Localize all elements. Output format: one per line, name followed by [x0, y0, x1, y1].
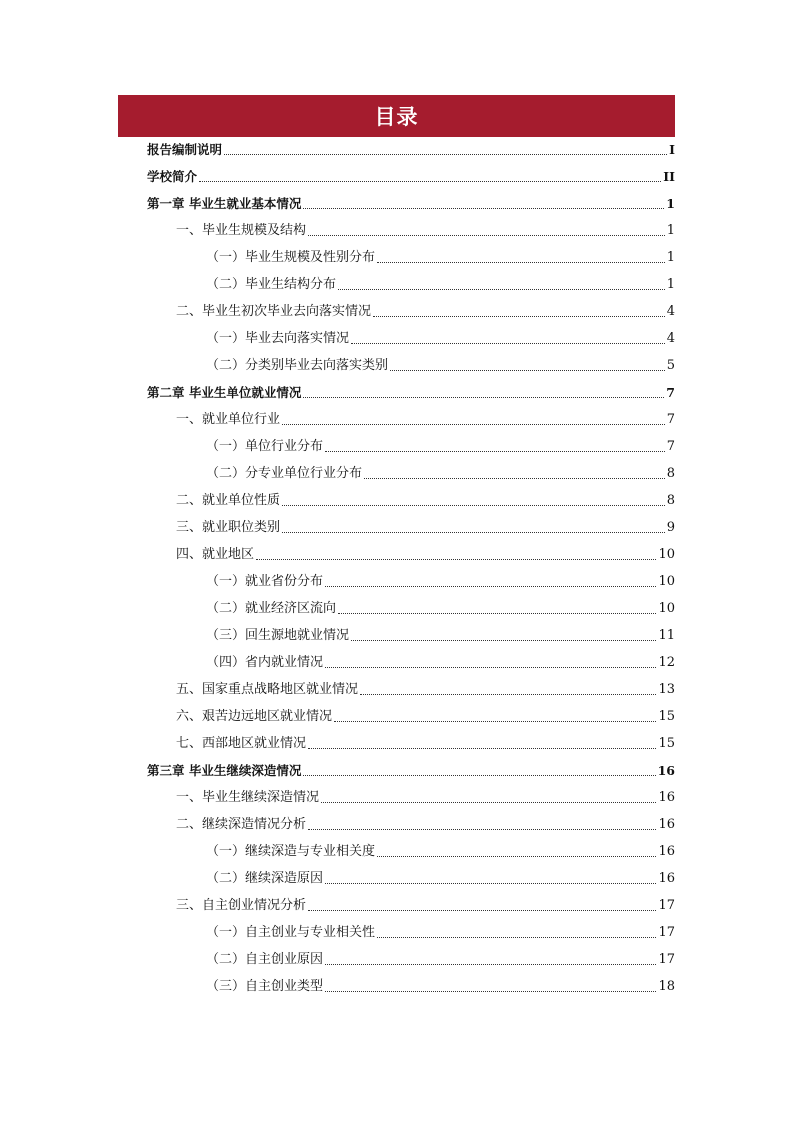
toc-entry-label: （三）自主创业类型	[206, 979, 324, 994]
toc-entry-page: 7	[666, 439, 675, 454]
toc-leader-dots	[360, 693, 656, 695]
toc-entry[interactable]	[206, 246, 675, 266]
toc-entry[interactable]	[176, 543, 675, 563]
toc-entry[interactable]	[147, 138, 675, 158]
toc-entry[interactable]	[176, 813, 675, 833]
toc-leader-dots	[364, 477, 665, 479]
toc-entry[interactable]	[176, 489, 675, 509]
toc-entry[interactable]	[206, 624, 675, 644]
toc-entry[interactable]	[206, 948, 675, 968]
toc-entry[interactable]	[206, 462, 675, 482]
toc-entry-page: 8	[666, 466, 675, 481]
toc-leader-dots	[373, 315, 665, 317]
toc-entry-page: 17	[658, 925, 675, 940]
toc-entry-label: （一）继续深造与专业相关度	[206, 844, 376, 859]
toc-leader-dots	[325, 666, 656, 668]
toc-leader-dots	[282, 531, 665, 533]
toc-leader-dots	[308, 747, 656, 749]
toc-entry-page: I	[669, 142, 675, 157]
toc-entry[interactable]	[147, 192, 675, 212]
toc-leader-dots	[325, 882, 656, 884]
toc-entry-page: 8	[666, 493, 675, 508]
toc-entry-label: （二）分类别毕业去向落实类别	[206, 358, 389, 373]
toc-entry-page: 5	[666, 358, 675, 373]
toc-entry[interactable]	[147, 759, 675, 779]
toc-entry[interactable]	[176, 678, 675, 698]
toc-entry-page: 16	[658, 871, 675, 886]
toc-leader-dots	[282, 504, 665, 506]
toc-entry[interactable]	[206, 651, 675, 671]
toc-leader-dots	[303, 774, 655, 776]
toc-entry-page: 16	[658, 817, 675, 832]
toc-entry[interactable]	[176, 732, 675, 752]
toc-entry[interactable]	[206, 273, 675, 293]
toc-entry[interactable]	[206, 975, 675, 995]
toc-leader-dots	[308, 909, 656, 911]
toc-entry[interactable]	[176, 300, 675, 320]
toc-entry-label: （一）毕业去向落实情况	[206, 331, 350, 346]
toc-entry[interactable]	[206, 840, 675, 860]
toc-entry[interactable]	[176, 786, 675, 806]
toc-leader-dots	[377, 855, 656, 857]
toc-entry-page: 11	[658, 628, 675, 643]
toc-entry[interactable]	[176, 219, 675, 239]
toc-entry[interactable]	[206, 597, 675, 617]
toc-entry[interactable]	[176, 894, 675, 914]
toc-leader-dots	[390, 369, 665, 371]
toc-entry-page: II	[663, 169, 675, 184]
toc-entry-page: 1	[666, 223, 675, 238]
toc-entry-page: 4	[666, 304, 675, 319]
toc-entry-label: 二、毕业生初次毕业去向落实情况	[176, 304, 372, 319]
toc-entry-label: 三、自主创业情况分析	[176, 898, 307, 913]
toc-leader-dots	[303, 207, 664, 209]
toc-entry-label: （一）自主创业与专业相关性	[206, 925, 376, 940]
toc-entry-label: 一、毕业生继续深造情况	[176, 790, 320, 805]
toc-leader-dots	[325, 963, 656, 965]
toc-entry-label: 二、继续深造情况分析	[176, 817, 307, 832]
toc-leader-dots	[325, 450, 665, 452]
toc-entry-page: 1	[666, 277, 675, 292]
toc-entry-page: 17	[658, 952, 675, 967]
toc-leader-dots	[303, 396, 664, 398]
toc-entry-label: 六、艰苦边远地区就业情况	[176, 709, 333, 724]
toc-entry-label: （四）省内就业情况	[206, 655, 324, 670]
toc-entry-page: 12	[658, 655, 675, 670]
toc-entry[interactable]	[206, 921, 675, 941]
toc-leader-dots	[351, 639, 656, 641]
toc-entry-label: （二）就业经济区流向	[206, 601, 337, 616]
toc-entry-label: 四、就业地区	[176, 547, 255, 562]
toc-entry-label: 第二章 毕业生单位就业情况	[147, 385, 302, 400]
toc-entry-label: 三、就业职位类别	[176, 520, 281, 535]
toc-entry-page: 16	[658, 844, 675, 859]
toc-leader-dots	[325, 990, 656, 992]
toc-entry-page: 7	[666, 412, 675, 427]
toc-entry[interactable]	[206, 867, 675, 887]
toc-entry-label: 一、就业单位行业	[176, 412, 281, 427]
toc-entry-label: 五、国家重点战略地区就业情况	[176, 682, 359, 697]
toc-entry-label: 报告编制说明	[147, 142, 223, 157]
toc-leader-dots	[308, 828, 656, 830]
toc-entry[interactable]	[206, 435, 675, 455]
toc-entry-label: （二）继续深造原因	[206, 871, 324, 886]
toc-entry-page: 10	[658, 547, 675, 562]
toc-leader-dots	[338, 288, 665, 290]
toc-entry-label: 第三章 毕业生继续深造情况	[147, 763, 302, 778]
toc-entry-page: 7	[666, 385, 675, 400]
toc-leader-dots	[321, 801, 656, 803]
toc-entry-page: 15	[658, 709, 675, 724]
toc-entry-page: 15	[658, 736, 675, 751]
toc-entry-label: （二）分专业单位行业分布	[206, 466, 363, 481]
toc-leader-dots	[325, 585, 656, 587]
toc-leader-dots	[377, 261, 665, 263]
toc-title: 目录	[374, 105, 419, 129]
toc-leader-dots	[256, 558, 656, 560]
toc-entry-label: 第一章 毕业生就业基本情况	[147, 196, 302, 211]
toc-entry-label: （一）毕业生规模及性别分布	[206, 250, 376, 265]
toc-title-banner	[118, 95, 675, 137]
toc-entry-label: （三）回生源地就业情况	[206, 628, 350, 643]
toc-entry[interactable]	[176, 408, 675, 428]
toc-leader-dots	[282, 423, 665, 425]
toc-leader-dots	[334, 720, 656, 722]
toc-leader-dots	[308, 234, 665, 236]
toc-entry-page: 4	[666, 331, 675, 346]
toc-entry-page: 10	[658, 574, 675, 589]
toc-entry-label: 学校简介	[147, 169, 198, 184]
toc-entry-page: 16	[657, 763, 675, 778]
toc-leader-dots	[199, 180, 661, 182]
toc-entry-label: 七、西部地区就业情况	[176, 736, 307, 751]
toc-entry[interactable]	[206, 327, 675, 347]
toc-entry-page: 10	[658, 601, 675, 616]
toc-entry-page: 16	[658, 790, 675, 805]
toc-entry-label: 二、就业单位性质	[176, 493, 281, 508]
toc-leader-dots	[224, 153, 667, 155]
toc-entry-page: 13	[658, 682, 675, 697]
toc-entry-label: （一）就业省份分布	[206, 574, 324, 589]
toc-entry-label: （一）单位行业分布	[206, 439, 324, 454]
toc-entry[interactable]	[147, 381, 675, 401]
toc-entry-page: 17	[658, 898, 675, 913]
toc-leader-dots	[377, 936, 656, 938]
toc-entry-label: 一、毕业生规模及结构	[176, 223, 307, 238]
toc-entry[interactable]	[206, 570, 675, 590]
toc-entry[interactable]	[206, 354, 675, 374]
toc-entry-label: （二）自主创业原因	[206, 952, 324, 967]
toc-entry-page: 1	[666, 196, 675, 211]
toc-entry[interactable]	[176, 516, 675, 536]
toc-entry-label: （二）毕业生结构分布	[206, 277, 337, 292]
toc-leader-dots	[338, 612, 656, 614]
toc-entry-page: 1	[666, 250, 675, 265]
toc-entry-page: 18	[658, 979, 675, 994]
toc-entry[interactable]	[176, 705, 675, 725]
toc-leader-dots	[351, 342, 665, 344]
toc-entry[interactable]	[147, 165, 675, 185]
toc-entry-page: 9	[666, 520, 675, 535]
